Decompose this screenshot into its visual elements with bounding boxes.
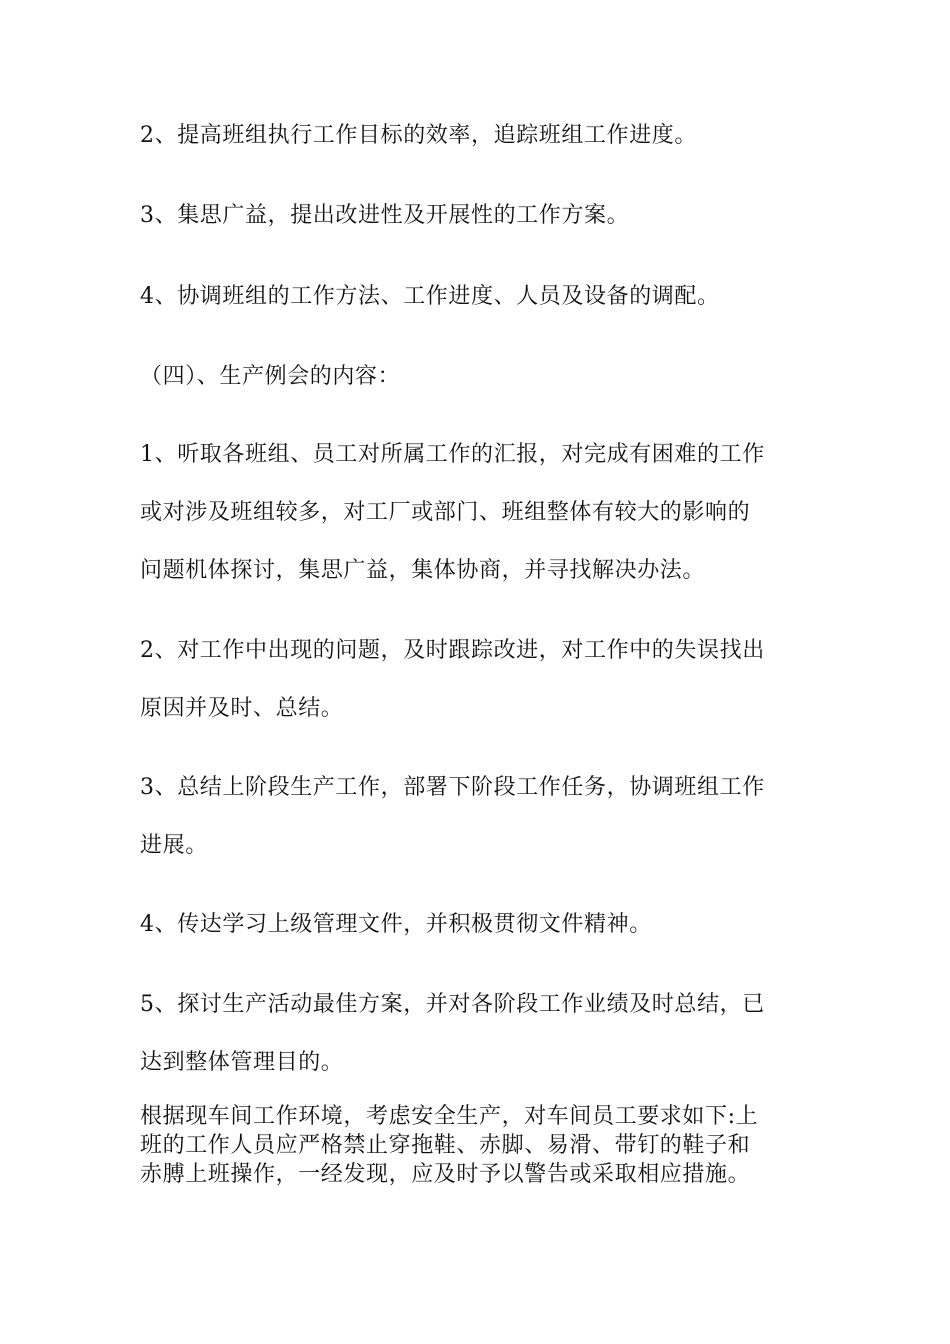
meeting-item-2-line-1: 2、对工作中出现的问题，及时跟踪改进，对工作中的失误找出 <box>140 638 765 663</box>
closing-paragraph-line-3: 赤膊上班操作，一经发现，应及时予以警告或采取相应措施。 <box>140 1162 751 1187</box>
closing-paragraph-line-1: 根据现车间工作环境，考虑安全生产，对车间员工要求如下:上 <box>140 1104 759 1129</box>
meeting-item-3-line-2: 进展。 <box>140 833 208 858</box>
item-4-coordinate: 4、协调班组的工作方法、工作进度、人员及设备的调配。 <box>140 284 720 309</box>
meeting-item-5-line-1: 5、探讨生产活动最佳方案，并对各阶段工作业绩及时总结，已 <box>140 992 765 1017</box>
meeting-item-3-line-1: 3、总结上阶段生产工作，部署下阶段工作任务，协调班组工作 <box>140 775 765 800</box>
closing-paragraph <box>140 1102 800 1189</box>
meeting-item-1-line-3: 问题机体探讨，集思广益，集体协商，并寻找解决办法。 <box>140 558 706 583</box>
meeting-item-2-line-2: 原因并及时、总结。 <box>140 696 344 721</box>
meeting-item-1-line-1: 1、听取各班组、员工对所属工作的汇报，对完成有困难的工作 <box>140 442 765 467</box>
section-heading-meeting-content: （四）、生产例会的内容： <box>140 364 401 389</box>
meeting-item-5-line-2: 达到整体管理目的。 <box>140 1050 344 1075</box>
meeting-item-1-line-2: 或对涉及班组较多，对工厂或部门、班组整体有较大的影响的 <box>140 500 751 525</box>
item-3-brainstorm: 3、集思广益，提出改进性及开展性的工作方案。 <box>140 203 630 228</box>
closing-paragraph-line-2: 班的工作人员应严格禁止穿拖鞋、赤脚、易滑、带钉的鞋子和 <box>140 1133 751 1158</box>
item-2-efficiency: 2、提高班组执行工作目标的效率，追踪班组工作进度。 <box>140 123 697 148</box>
meeting-item-4: 4、传达学习上级管理文件，并积极贯彻文件精神。 <box>140 912 652 937</box>
